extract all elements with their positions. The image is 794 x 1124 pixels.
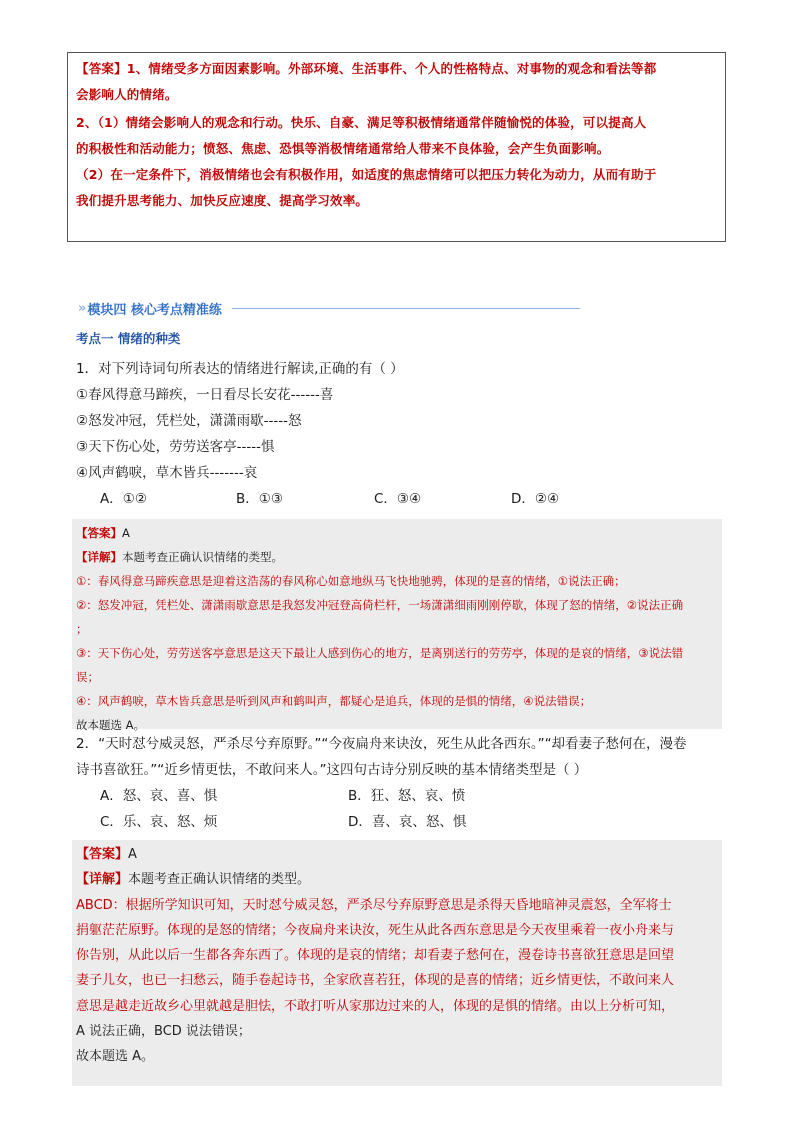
question-item: ②怒发冲冠，凭栏处，潇潇雨歇-----怒 (76, 413, 302, 429)
module-divider (232, 308, 580, 309)
option-b[interactable]: B．狂、怒、哀、愤 (348, 788, 466, 804)
option-c[interactable]: C．乐、哀、怒、烦 (100, 814, 218, 830)
explain-line: ③：天下伤心处，劳劳送客亭意思是这天下最让人感到伤心的地方，是离别送行的劳劳亭，体现的是哀的情绪，③说法错 (76, 646, 684, 660)
conclusion: 故本题选 A。 (76, 1049, 155, 1065)
conclusion: 故本题选 A。 (76, 718, 146, 732)
option-a[interactable]: A．怒、哀、喜、惧 (100, 788, 218, 804)
options-row (76, 809, 736, 835)
answer-line: 【答案】1、情绪受多方面因素影响。外部环境、生活事件、个人的性格特点、对事物的观念和看法等都 (76, 61, 657, 76)
explain-line: ①：春风得意马蹄疾意思是迎着这浩荡的春风称心如意地纵马飞快地驰骋，体现的是喜的情绪，①说法正确； (76, 574, 626, 588)
explain-line: ABCD：根据所学知识可知，天时怼兮威灵怒，严杀尽兮弃原野意思是杀得天昏地暗神灵震怒，全军将士 (76, 897, 672, 913)
explain-line: ④：风声鹤唳，草木皆兵意思是听到风声和鹤叫声，都疑心是追兵，体现的是惧的情绪，④说法错误； (76, 694, 592, 708)
explain-line: 误； (76, 670, 99, 684)
option-d[interactable]: D．②④ (511, 491, 560, 507)
question-stem: 1．对下列诗词句所表达的情绪进行解读,正确的有（ ） (76, 361, 404, 377)
explain-line: 捐躯茫茫原野。体现的是怒的情绪；今夜扁舟来诀汝，死生从此各西东意思是今天夜里乘着一夜小舟来与 (76, 922, 675, 938)
explain-line: A 说法正确，BCD 说法错误； (76, 1024, 251, 1040)
explain-line: 妻子儿女，也已一扫愁云，随手卷起诗书，全家欣喜若狂，体现的是喜的情绪；近乡情更怯，不敢问来人 (76, 973, 675, 989)
detail-line: 【详解】本题考查正确认识情绪的类型。 (76, 550, 283, 564)
question-1 (76, 356, 736, 512)
question-item: ③天下伤心处，劳劳送客亭-----惧 (76, 439, 275, 455)
kaodian-heading: 考点一 情绪的种类 (76, 331, 181, 346)
q2-explanation (72, 840, 722, 1086)
double-chevron-icon: » (78, 300, 84, 316)
question-stem: 2．“天时怼兮威灵怒，严杀尽兮弃原野。”“今夜扁舟来诀汝，死生从此各西东。”“却看妻子愁何在，漫卷 (76, 736, 687, 752)
options-row (76, 486, 736, 512)
explain-line: ②：怒发冲冠，凭栏处、潇潇雨歇意思是我怒发冲冠登高倚栏杆，一场潇潇细雨刚刚停歇，体现了怒的情绪，②说法正确 (76, 598, 684, 612)
question-item: ①春风得意马蹄疾，一日看尽长安花------喜 (76, 387, 334, 403)
question-item: ④风声鹤唳，草木皆兵-------哀 (76, 465, 258, 481)
answer-box (67, 52, 726, 242)
module-title: 模块四 核心考点精准练 (87, 302, 222, 318)
answer-line: 2、（1）情绪会影响人的观念和行动。快乐、自豪、满足等积极情绪通常伴随愉悦的体验，可以提高人 (76, 115, 647, 130)
explain-line: 你告别，从此以后一生都各奔东西了。体现的是哀的情绪；却看妻子愁何在，漫卷诗书喜欲狂意思是回望 (76, 948, 675, 964)
detail-line: 【详解】本题考查正确认识情绪的类型。 (76, 872, 311, 888)
question-2 (76, 731, 736, 835)
option-c[interactable]: C．③④ (374, 491, 422, 507)
answer-line: 会影响人的情绪。 (76, 87, 178, 102)
option-b[interactable]: B．①③ (236, 491, 283, 507)
q1-explanation (72, 519, 722, 732)
answer-line: （2）在一定条件下，消极情绪也会有积极作用，如适度的焦虑情绪可以把压力转化为动力，从而有助于 (76, 167, 657, 182)
question-stem: 诗书喜欲狂。”“近乡情更怯，不敢问来人。”这四句古诗分别反映的基本情绪类型是（ ） (76, 762, 588, 778)
answer-line: 【答案】A (76, 847, 137, 862)
options-row (76, 783, 736, 809)
module-header (78, 298, 580, 318)
answer-line: 我们提升思考能力、加快反应速度、提高学习效率。 (76, 193, 369, 208)
answer-line: 的积极性和活动能力；愤怒、焦虑、恐惧等消极情绪通常给人带来不良体验，会产生负面影响。 (76, 141, 610, 156)
explain-line: 意思是越走近故乡心里就越是胆怯，不敢打听从家那边过来的人，体现的是惧的情绪。由以上分析可知， (76, 998, 675, 1014)
explain-line: ； (76, 622, 88, 636)
option-a[interactable]: A．①② (100, 491, 147, 507)
answer-line: 【答案】A (76, 526, 130, 540)
option-d[interactable]: D．喜、哀、怒、惧 (348, 814, 467, 830)
